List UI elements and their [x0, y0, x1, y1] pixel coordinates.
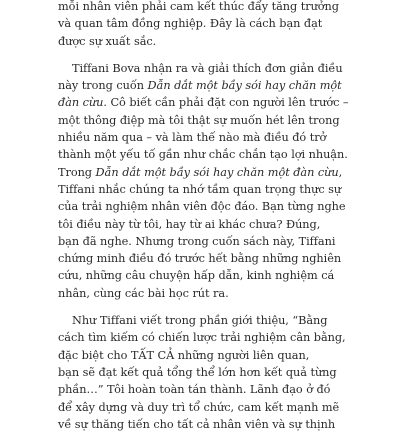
text-line — [58, 312, 344, 329]
text-segment: mỗi nhân viên phải cam kết thúc đẩy tăng trưởng — [58, 0, 339, 13]
text-line — [58, 181, 344, 198]
text-segment: đặc biệt cho TẤT CẢ những người liên quan, — [58, 348, 310, 362]
text-line — [58, 381, 344, 398]
text-line — [58, 77, 344, 94]
book-title-italic: Dẫn dắt một bầy sói hay chăn một — [147, 79, 342, 93]
text-line — [58, 233, 344, 250]
text-line — [58, 164, 344, 181]
text-line — [58, 94, 349, 111]
text-segment: một thông điệp mà tôi thật sự muốn hét lên trong — [58, 113, 340, 127]
text-segment: của trải nghiệm nhân viên độc đáo. Bạn từng nghe — [58, 200, 346, 214]
text-segment: bạn sẽ đạt kết quả tổng thể lớn hơn kết quả từng — [58, 365, 337, 379]
text-line — [58, 15, 344, 32]
text-line — [58, 216, 344, 233]
text-line — [58, 329, 344, 346]
text-segment: cách tìm kiếm có chiến lược trải nghiệm cân bằng, — [58, 331, 346, 345]
text-line — [58, 112, 344, 129]
text-line — [58, 416, 344, 433]
text-line — [58, 146, 348, 163]
text-line — [58, 267, 344, 284]
text-line — [58, 129, 344, 146]
text-line — [58, 364, 344, 381]
paragraph-p2 — [58, 60, 349, 302]
text-segment: thành một yếu tố gần như chắc chắn tạo lợi nhuận. — [58, 148, 348, 162]
text-line — [58, 198, 344, 215]
text-segment: bạn đã nghe. Nhưng trong cuốn sách này, Tiffani — [58, 234, 336, 248]
text-segment: cứu, những câu chuyện hấp dẫn, kinh nghiệm cá — [58, 269, 335, 283]
text-line — [58, 399, 344, 416]
body-text — [58, 0, 349, 433]
text-segment: Trong — [58, 165, 96, 179]
paragraph-p3 — [58, 312, 344, 433]
text-segment: này trong cuốn — [58, 79, 148, 93]
paragraph-spacer — [58, 302, 344, 312]
book-title-italic: đàn cừu — [58, 96, 104, 110]
text-segment: nhiều năm qua – và làm thế nào mà điều đó trở — [58, 131, 327, 145]
text-segment: được sự xuất sắc. — [58, 34, 157, 48]
text-segment: về sự thăng tiến cho tất cả nhân viên và sự thịnh — [58, 417, 336, 431]
text-segment: Tiffani Bova nhận ra và giải thích đơn giản điều — [72, 61, 343, 75]
text-line — [58, 60, 344, 77]
text-segment: Như Tiffani viết trong phần giới thiệu, “Bằng — [72, 314, 328, 328]
text-segment: , — [338, 165, 343, 179]
text-line — [58, 250, 344, 267]
text-line — [58, 285, 344, 302]
text-segment: tôi điều này từ tôi, hay từ ai khác chưa? Đúng, — [58, 217, 321, 231]
paragraph-p1 — [58, 0, 344, 50]
text-segment: để xây dựng và duy trì tổ chức, cam kết mạnh mẽ — [58, 400, 340, 414]
book-title-italic: Dẫn dắt một bầy sói hay chăn một đàn cừu — [95, 165, 339, 179]
text-segment: phần…” Tôi hoàn toàn tán thành. Lãnh đạo ở đó — [58, 383, 331, 397]
text-line — [58, 33, 344, 50]
text-segment: . Cô biết cần phải đặt con người lên trước – — [103, 96, 349, 110]
text-line — [58, 347, 344, 364]
text-segment: chứng minh điều đó trước hết bằng những nghiên — [58, 252, 342, 266]
paragraph-spacer — [58, 50, 344, 60]
text-segment: nhân, cùng các bài học rút ra. — [58, 286, 229, 300]
text-segment: Tiffani nhắc chúng ta nhớ tầm quan trọng thực sự — [58, 182, 342, 196]
text-line — [58, 0, 344, 15]
text-segment: và quan tâm đồng nghiệp. Đây là cách bạn đạt — [58, 17, 323, 31]
